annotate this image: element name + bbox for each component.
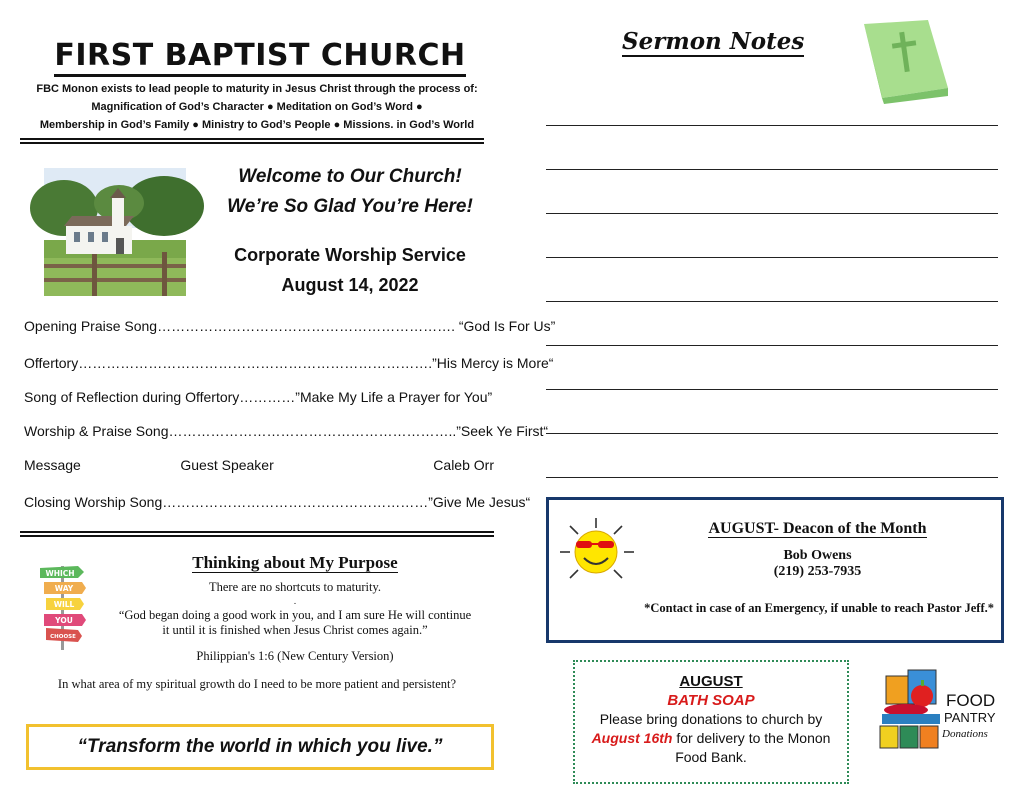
purpose-dot: . [293,596,297,606]
deacon-title: AUGUST- Deacon of the Month [708,520,927,537]
message-role: Guest Speaker [180,457,274,473]
scripture-reference: Philippian's 1:6 (New Century Version) [196,649,394,663]
food-pantry-logo [868,662,1008,758]
message-speaker: Caleb Orr [433,457,494,473]
order-item: Closing Worship Song…………………………………………………”Give Me Jesus“ [24,494,531,510]
bible-icon [858,18,952,106]
pantry-line: August 16th for delivery to the Monon [591,730,831,746]
message-label: Message [24,457,81,473]
reflection-question: In what area of my spiritual growth do I need to be more patient and persistent? [57,677,457,691]
purpose-line: There are no shortcuts to maturity. [208,580,382,594]
pantry-item: BATH SOAP [667,692,755,709]
purpose-title: Thinking about My Purpose [192,553,398,572]
note-line [546,389,998,390]
sign-word: WILL [53,600,75,609]
note-line [546,169,998,170]
pantry-box [573,660,849,784]
service-heading: Corporate Worship Service August 14, 2022 [234,245,466,295]
sun-icon [558,516,638,586]
scripture-quote: “God began doing a good work in you, and I am sure He will continue it until it is finished when Jesus Christ comes again.” [118,608,472,637]
pantry-line: Food Bank. [675,749,747,765]
sign-word: CHOOSE [50,634,76,640]
pantry-date: August 16th [591,730,673,746]
order-item: Song of Reflection during Offertory…………”Make My Life a Prayer for You” [24,389,493,405]
signpost-icon [38,562,88,652]
church-photo [44,168,186,296]
note-line [546,257,998,258]
note-line [546,345,998,346]
note-line [546,125,998,126]
note-line [546,213,998,214]
church-title: FIRST BAPTIST CHURCH [0,38,520,73]
deacon-contact [690,548,945,580]
divider [20,531,494,533]
deacon-name: Bob Owens [783,548,852,563]
order-of-service [24,318,556,518]
divider [20,138,484,140]
sign-word: YOU [55,616,73,625]
deacon-phone: (219) 253-7935 [773,564,862,579]
sermon-notes-title: Sermon Notes [622,28,805,55]
logo-word: Donations [942,728,988,740]
divider [20,535,494,537]
logo-word: PANTRY [944,710,996,725]
sign-word: WHICH [45,569,75,578]
sign-word: WAY [54,584,74,593]
deacon-note: *Contact in case of an Emergency, if unable to reach Pastor Jeff.* [644,601,994,615]
order-item: Worship & Praise Song……………………………………………………..”Seek Ye First“ [24,423,549,439]
motto: “Transform the world in which you live.” [77,736,443,757]
mission-statement: FBC Monon exists to lead people to maturity in Jesus Christ through the process of: Magnification of God’s Character ● Meditation on God’s Word ● Membership in God’s Family ● Ministry to God’s People ● Missions. in God’s World [36,83,478,131]
pantry-month: AUGUST [679,673,743,690]
note-line [546,477,998,478]
logo-word: FOOD [946,691,996,710]
motto-box [26,724,494,770]
welcome-message: Welcome to Our Church! We’re So Glad You’re Here! [227,166,473,217]
divider [20,142,484,144]
order-item: Opening Praise Song………………………………………………………. “God Is For Us” [24,318,556,334]
pantry-line: Please bring donations to church by [599,711,823,727]
message-row [24,457,494,473]
note-line [546,301,998,302]
note-line [546,433,998,434]
order-item: Offertory………………………………………………………………….”His Mercy is More“ [24,355,554,371]
